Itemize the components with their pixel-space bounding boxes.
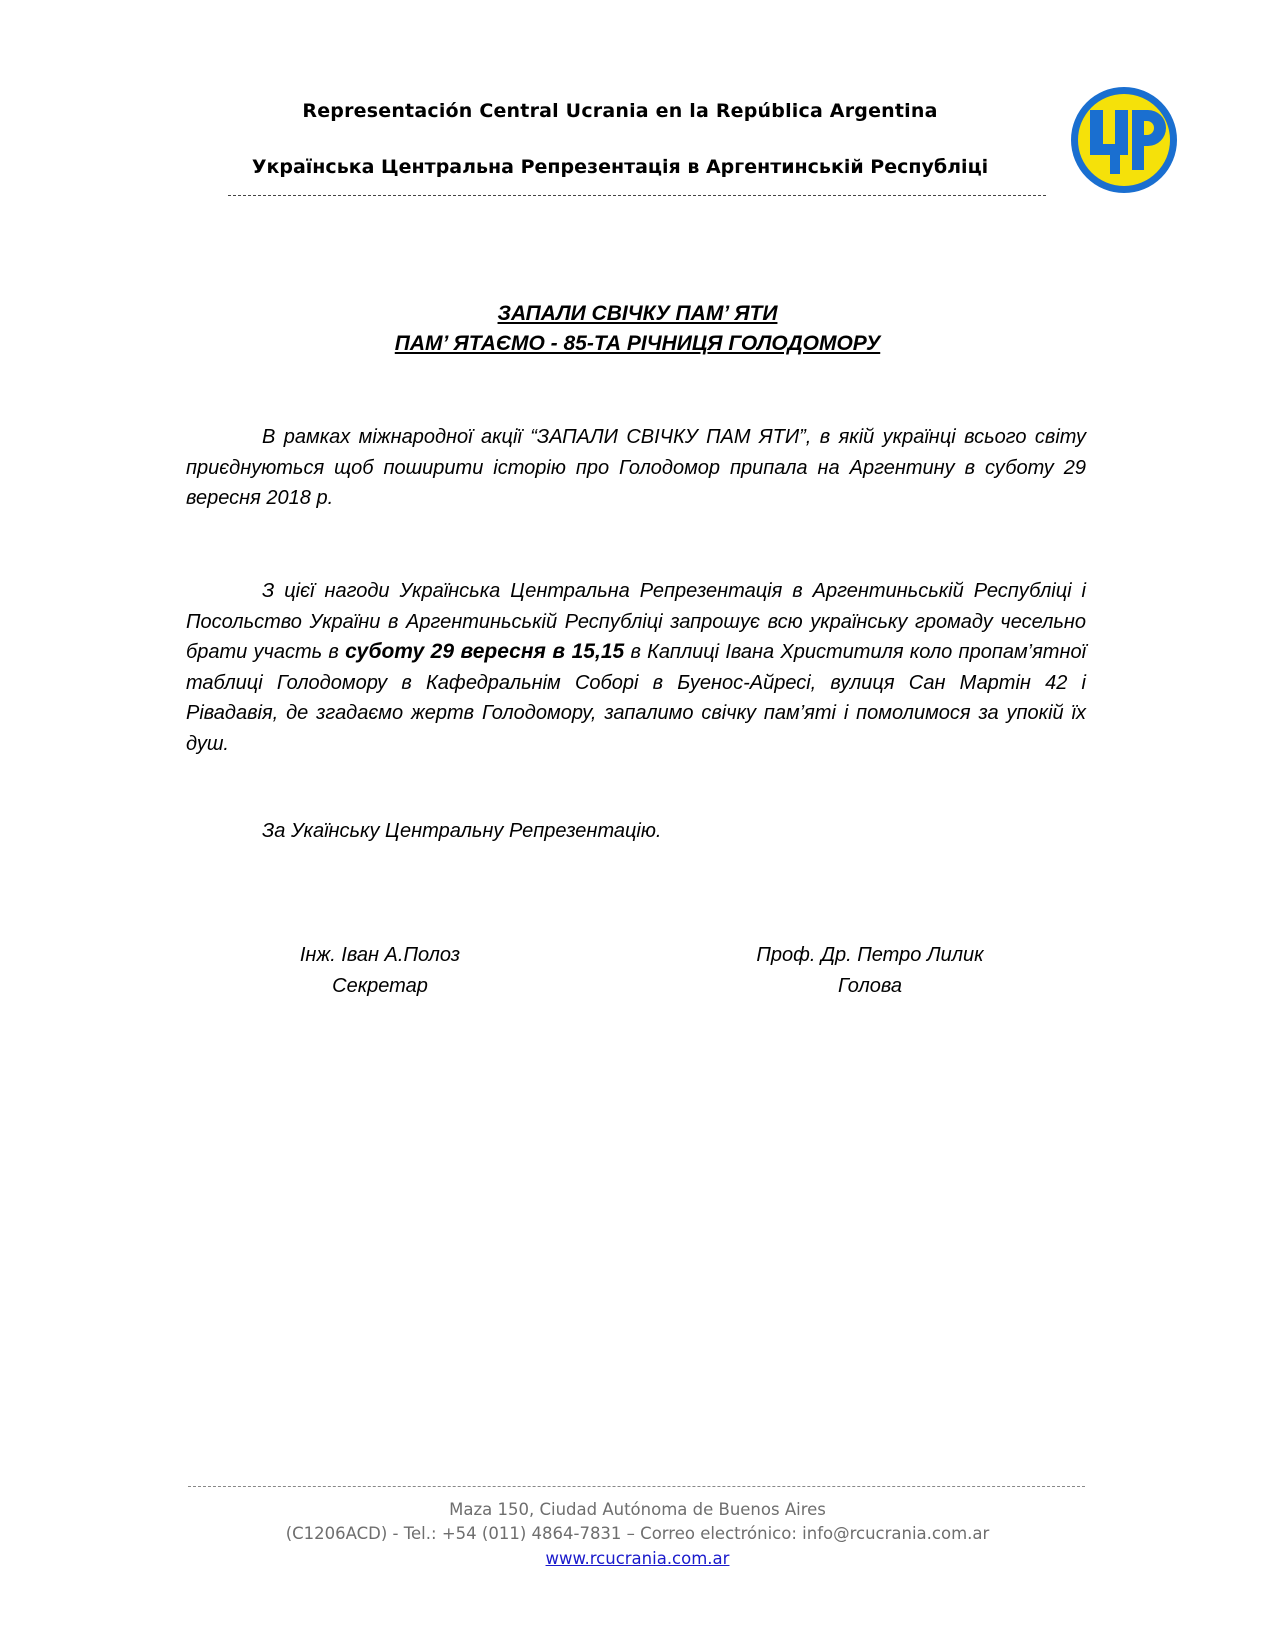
signature-secretary (230, 940, 530, 1002)
closing-line: За Укаїнську Центральну Репрезентацію. (262, 820, 662, 842)
signature-left-role: Секретар (332, 975, 428, 997)
signature-right-name: Проф. Др. Петро Лилик (756, 944, 984, 966)
signature-president (710, 940, 1030, 1002)
signature-right-role: Голова (838, 975, 902, 997)
event-date-time: суботу 29 вересня в 15,15 (345, 640, 625, 663)
footer-contact: (C1206ACD) - Tel.: +54 (011) 4864-7831 – Correo electrónico: info@rcucrania.com.ar (285, 1524, 990, 1543)
header-divider (228, 195, 1046, 196)
document-title-line-2: ПАМ’ ЯТАЄМО - 85-ТА РІЧНИЦЯ ГОЛОДОМОРУ (394, 332, 881, 355)
footer-divider (188, 1486, 1085, 1487)
header-ukrainian-title: Українська Центральна Репрезентація в Аргентинській Республіці (251, 156, 989, 178)
footer-address: Maza 150, Ciudad Autónoma de Buenos Aires (449, 1500, 826, 1519)
body-paragraph-1: В рамках міжнародної акції “ЗАПАЛИ СВІЧКУ ПАМ ЯТИ”, в якій українці всього світу приєднуються щоб поширити історію про Голодомор припала на Аргентину в суботу 29 вересня 2018 р. (186, 426, 1086, 509)
header-spanish-title: Representación Central Ucrania en la República Argentina (302, 100, 938, 122)
body-paragraph-2 (186, 576, 1086, 759)
body-paragraph-2-text-a: З цієї нагоди Українська Центральна Репрезентація в Аргентиньській Республіці і Посольство України в Аргентиньській Республіці запрошує всю українську громаду чесельно брати участь в (186, 580, 1086, 663)
document-title-line-1: ЗАПАЛИ СВІЧКУ ПАМ’ ЯТИ (497, 302, 778, 325)
organization-logo (1068, 84, 1180, 196)
footer-website-link[interactable]: www.rcucrania.com.ar (545, 1549, 730, 1568)
signature-left-name: Інж. Іван А.Полоз (299, 944, 461, 966)
body-paragraph-2-text-b: в Каплиці Івана Христитиля коло пропам’ятної таблиці Голодомору в Кафедральнім Соборі в Буенос-Айресі, вулиця Сан Мартін 42 і Рівадавія, де згадаємо жертв Голодомору, запалимо свічку пам’яті і помолимося за упокій їх душ. (186, 641, 1087, 755)
